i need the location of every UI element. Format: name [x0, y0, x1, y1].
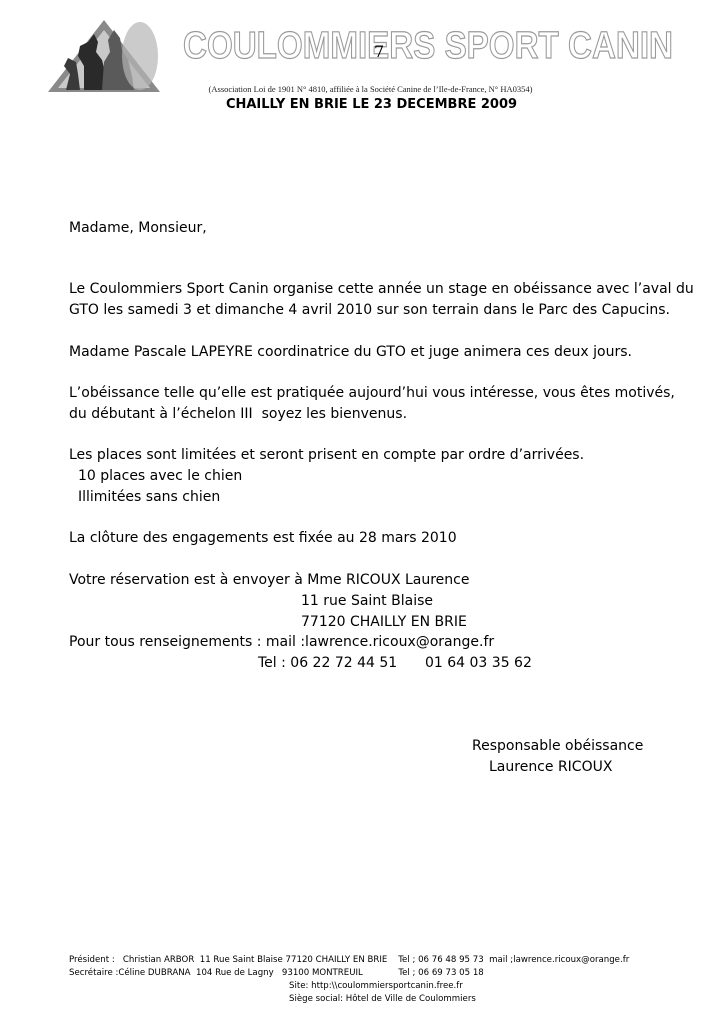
date-line: CHAILLY EN BRIE LE 23 DECEMBRE 2009 [225, 97, 518, 112]
signature-title: Responsable obéissance [472, 738, 644, 754]
reservation-line: Votre réservation est à envoyer à Mme RICOUX Laurence [69, 572, 470, 588]
paragraph-5: La clôture des engagements est fixée au 28 mars 2010 [69, 530, 457, 546]
paragraph-2: Madame Pascale LAPEYRE coordinatrice du GTO et juge animera ces deux jours. [69, 344, 632, 360]
phone-2: 01 64 03 35 62 [425, 655, 532, 671]
paragraph-1-line-1: Le Coulommiers Sport Canin organise cette année un stage en obéissance avec l’aval du [69, 281, 694, 297]
footer-president: Président : Christian ARBOR 11 Rue Saint Blaise 77120 CHAILLY EN BRIE Tel ; 06 76 48 95 73 mail ;lawrence.ricoux@orange.fr [69, 955, 630, 965]
page-number: 7 [374, 42, 385, 61]
footer-secretaire: Secrétaire :Céline DUBRANA 104 Rue de Lagny 93100 MONTREUIL Tel ; 06 69 73 05 18 [69, 968, 484, 978]
address-city: 77120 CHAILLY EN BRIE [301, 614, 467, 630]
paragraph-3-line-1: L’obéissance telle qu’elle est pratiquée aujourd’hui vous intéresse, vous êtes motivés, [69, 385, 675, 401]
footer-siege: Siège social: Hôtel de Ville de Coulommiers [289, 994, 476, 1004]
places-with-dog: 10 places avec le chien [78, 468, 243, 484]
footer-site: Site: http:\\coulommiersportcanin.free.fr [289, 981, 463, 991]
signature-name: Laurence RICOUX [489, 759, 613, 775]
association-line: (Association Loi de 1901 N° 4810, affiliée à la Société Canine de l’Ile-de-France, N° HA0354) [208, 84, 533, 94]
brand-wordmark [178, 22, 678, 70]
club-logo [44, 16, 162, 94]
paragraph-4-line-1: Les places sont limitées et seront prisent en compte par ordre d’arrivées. [69, 447, 585, 463]
salutation: Madame, Monsieur, [69, 220, 207, 236]
paragraph-3-line-2: du débutant à l’échelon III soyez les bienvenus. [69, 406, 408, 422]
address-street: 11 rue Saint Blaise [301, 593, 433, 609]
places-without-dog: Illimitées sans chien [78, 489, 221, 505]
brand-wordmark-text: COULOMMIERS SPORT CANIN [183, 25, 673, 67]
info-mail-line: Pour tous renseignements : mail :lawrence.ricoux@orange.fr [69, 634, 495, 650]
paragraph-1-line-2: GTO les samedi 3 et dimanche 4 avril 2010 sur son terrain dans le Parc des Capucins. [69, 302, 670, 318]
phone-1: Tel : 06 22 72 44 51 [258, 655, 398, 671]
